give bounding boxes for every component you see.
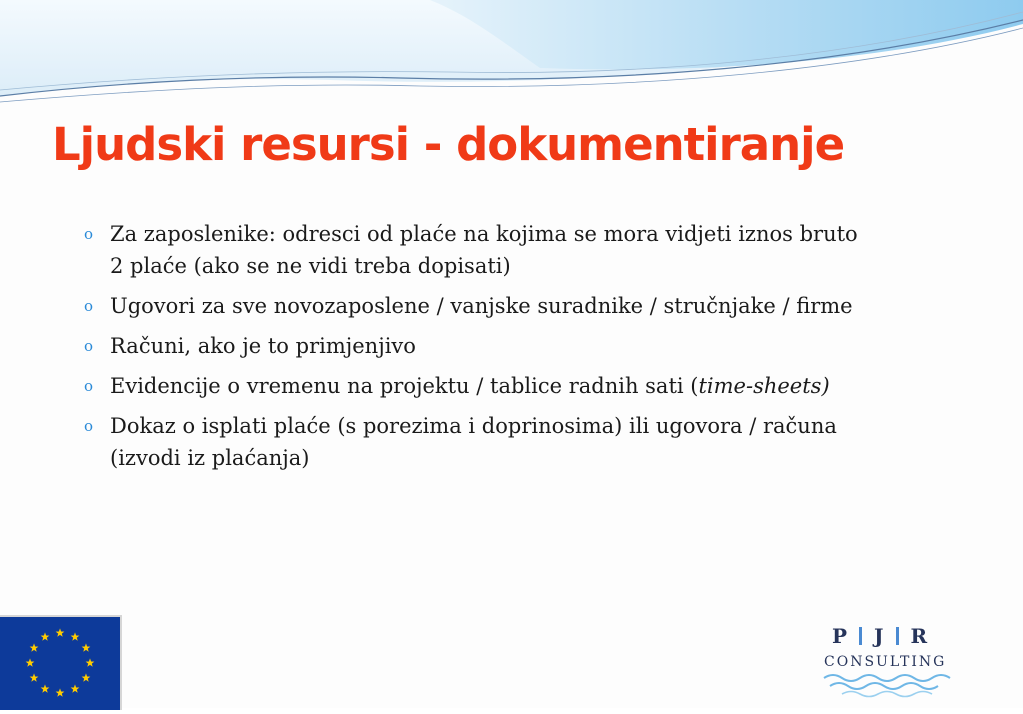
bullet-item [84,218,864,282]
logo-subtitle: CONSULTING [824,654,947,670]
waves-icon [820,670,965,700]
bullet-marker: o [84,377,94,395]
bullet-marker: o [84,225,94,243]
eu-star-icon [82,673,91,681]
logo-separator [896,627,899,645]
logo-letters [832,624,927,648]
bullet-marker: o [84,297,94,315]
eu-star-icon [30,643,39,651]
eu-star-icon [71,684,80,692]
bullet-text: Za zaposlenike: odresci od plaće na kojima se mora vidjeti iznos bruto 2 plaće (ako se ne vidi treba dopisati) [110,222,858,278]
eu-star-icon [86,658,95,666]
eu-flag-icon [0,615,122,710]
eu-star-icon [56,628,65,636]
bullet-item [84,370,864,402]
logo-letter: P [832,624,848,648]
bullet-item [84,410,864,474]
eu-star-icon [30,673,39,681]
pjr-consulting-logo [820,622,965,708]
logo-letter: R [910,624,928,648]
eu-star-icon [41,632,50,640]
eu-star-icon [26,658,35,666]
bullet-text: Evidencije o vremenu na projektu / tablice radnih sati ( [110,374,699,398]
logo-letter: J [874,624,884,648]
bullet-text: Dokaz o isplati plaće (s porezima i doprinosima) ili ugovora / računa (izvodi iz plaćanja) [110,414,837,470]
slide-title: Ljudski resursi - dokumentiranje [52,118,845,171]
bullet-item [84,330,864,362]
bullet-marker: o [84,417,94,435]
bullet-text-italic: time-sheets) [698,374,830,398]
eu-star-icon [41,684,50,692]
bullet-text: Ugovori za sve novozaposlene / vanjske suradnike / stručnjake / firme [110,294,853,318]
bullet-marker: o [84,337,94,355]
bullet-list [84,218,864,482]
header-wave-decoration [0,0,1023,110]
bullet-text: Računi, ako je to primjenjivo [110,334,416,358]
eu-stars [0,617,120,710]
eu-star-icon [82,643,91,651]
bullet-item [84,290,864,322]
eu-star-icon [56,688,65,696]
logo-separator [859,627,862,645]
eu-star-icon [71,632,80,640]
